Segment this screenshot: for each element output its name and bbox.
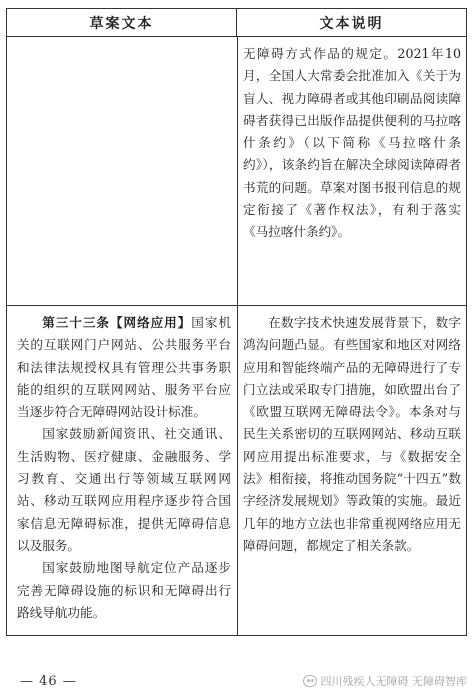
header-draft-text: 草案文本	[7, 9, 237, 36]
article-title: 第三十三条【网络应用】	[42, 315, 192, 330]
article-paragraph-2: 国家鼓励新闻资讯、社交通讯、生活购物、医疗健康、金融服务、学习教育、交通出行等领域互联网网站、移动互联网应用程序逐步符合国家信息无障碍标准，提供无障碍信息以及服务。	[17, 426, 231, 553]
explanation-paragraph: 无障碍方式作品的规定。2021年10月，全国人大常委会批准加入《关于为盲人、视力障碍者或其他印刷品阅读障碍者获得已出版作品提供便利的马拉喀什条约》（以下简称《马拉喀什条约》），该条约旨在解决全球阅读障碍者书荒的问题。草案对图书报刊信息的规定衔接了《著作权法》，有利于落实《马拉喀什条约》。	[243, 46, 461, 240]
article-para1-text: 国家机关的互联网门户网站、公共服务平台和法律法规授权具有管理公共事务职能的组织的互联网网站、服务平台应当逐步符合无障碍网站设计标准。	[17, 315, 232, 420]
explanation-paragraph: 在数字技术快速发展背景下，数字鸿沟问题凸显。有些国家和地区对网络应用和智能终端产品的无障碍进行了专门立法或采取专门措施，如欧盟出台了《欧盟互联网无障碍法令》。本条对与民生关系密切的互联网网站、移动互联网应用提出标准要求，与《数据安全法》相衔接，将推动国务院“十四五”数字经济发展规划》等政策的实施。最近几年的地方立法也非常重视网络应用无障碍问题，都规定了相关条款。	[243, 315, 461, 553]
explanation-cell-continued	[243, 43, 461, 244]
header-explanation: 文本说明	[319, 15, 384, 32]
article-paragraph-1	[17, 312, 231, 423]
watermark	[303, 673, 468, 689]
explanation-cell	[243, 312, 461, 557]
page-number: — 46 —	[20, 674, 77, 689]
column-divider	[237, 37, 238, 635]
draft-article-cell	[17, 312, 231, 624]
table-header	[7, 9, 466, 37]
article-paragraph-3: 国家鼓励地图导航定位产品逐步完善无障碍设施的标识和无障碍出行路线导航功能。	[17, 560, 231, 620]
wechat-icon	[303, 675, 317, 687]
row-divider	[7, 305, 466, 306]
watermark-text: 四川残疾人无障碍 无障碍智库	[320, 675, 467, 688]
draft-comparison-table	[6, 8, 467, 636]
